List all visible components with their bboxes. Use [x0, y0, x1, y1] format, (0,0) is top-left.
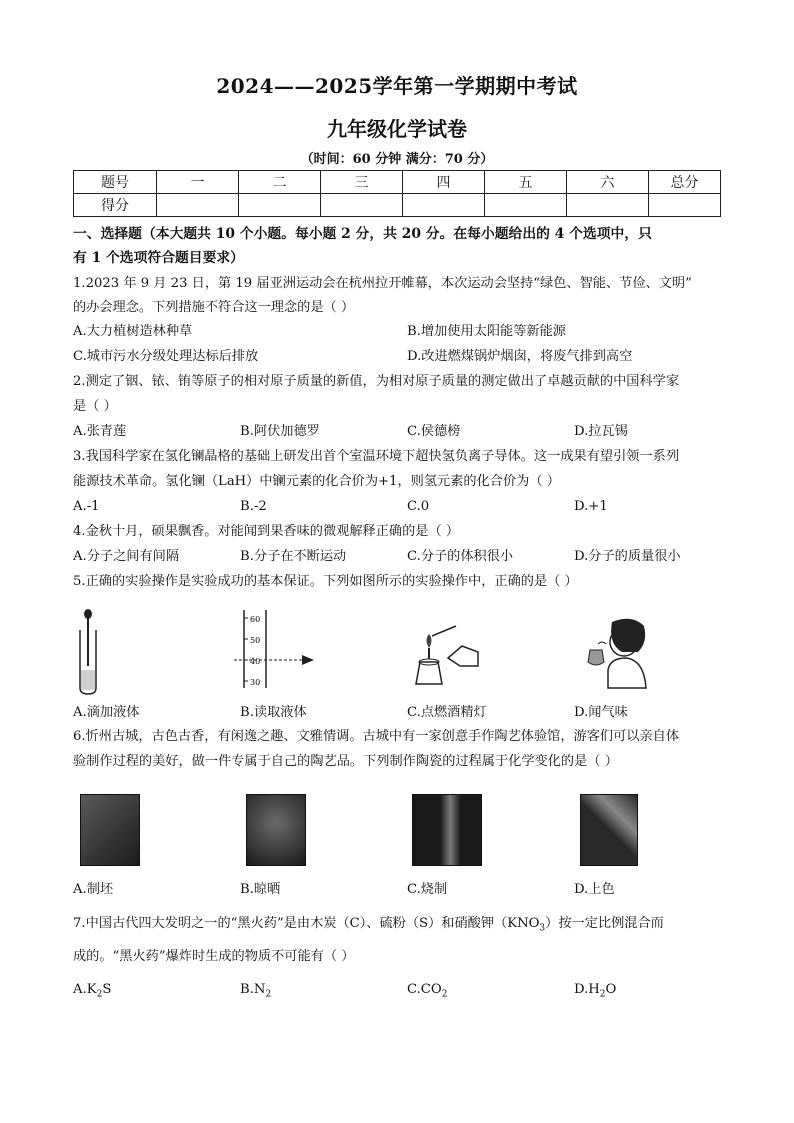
- option-d: $D.H_2O$: [574, 982, 617, 1000]
- option-a: A.分子之间有间隔: [73, 549, 180, 564]
- option-d: D.+1: [574, 499, 608, 514]
- option-c: C.侯德榜: [407, 424, 461, 439]
- score-input-cell[interactable]: [321, 194, 403, 217]
- option-d: D.上色: [574, 882, 615, 897]
- question-text: 是（ ）: [73, 399, 117, 414]
- score-cell: 三: [321, 171, 403, 194]
- smelling-gas-figure: [578, 614, 650, 690]
- graduated-cylinder-figure: [232, 608, 322, 690]
- option-b: B.增加使用太阳能等新能源: [407, 324, 566, 339]
- scale-label: 30: [250, 678, 261, 687]
- score-input-cell[interactable]: [403, 194, 485, 217]
- exam-info: （时间：60 分钟 满分：70 分）: [300, 152, 494, 167]
- question-text: 能源技术革命。氢化镧（LaH）中镧元素的化合价为+1，则氢元素的化合价为（ ）: [73, 474, 560, 489]
- option-c: $C.CO_2$: [407, 982, 448, 1000]
- question-text: 2.测定了铟、铱、铕等原子的相对原子质量的新值，为相对原子质量的测定做出了卓越贡献的中国科学家: [73, 374, 680, 389]
- question-text: 1.2023 年 9 月 23 日，第 19 届亚洲运动会在杭州拉开帷幕，本次运动会坚持“绿色、智能、节俭、文明”: [73, 276, 692, 291]
- score-cell: 四: [403, 171, 485, 194]
- option-c: C.烧制: [407, 882, 448, 897]
- option-a: A.-1: [73, 499, 100, 514]
- scale-label: 60: [250, 615, 261, 624]
- question-text: 的办会理念。下列措施不符合这一理念的是（ ）: [73, 300, 355, 315]
- option-d: D.拉瓦锡: [574, 424, 628, 439]
- option-a: A.大力植树造林种草: [73, 324, 193, 339]
- option-c: C.分子的体积很小: [407, 549, 514, 564]
- pottery-shaping-photo: [80, 794, 140, 866]
- score-input-cell[interactable]: [649, 194, 721, 217]
- section-heading: 一、选择题（本大题共 10 个小题。每小题 2 分，共 20 分。在每小题给出的 4 个选项中，只: [73, 226, 652, 242]
- option-b: B.读取液体: [240, 705, 307, 720]
- scale-label: 50: [250, 636, 261, 645]
- option-d: D.闻气味: [574, 705, 628, 720]
- option-c: C.0: [407, 499, 430, 514]
- question-text: 6.忻州古城，古色古香，有闲逸之趣、文雅情调。古城中有一家创意手作陶艺体验馆，游客们可以亲自体: [73, 729, 680, 744]
- score-cell: 六: [567, 171, 649, 194]
- section-heading: 有 1 个选项符合题目要求）: [73, 250, 244, 266]
- question-text: 5.正确的实验操作是实验成功的基本保证。下列如图所示的实验操作中，正确的是（ ）: [73, 574, 578, 589]
- option-d: D.改进燃煤锅炉烟囱，将废气排到高空: [407, 349, 633, 364]
- option-b: B.分子在不断运动: [240, 549, 347, 564]
- score-cell: 总分: [649, 171, 721, 194]
- option-a: A.张青莲: [73, 424, 127, 439]
- option-b: $B.N_2$: [240, 982, 272, 1000]
- option-a: $A.K_2S$: [73, 982, 112, 1000]
- option-d: D.分子的质量很小: [574, 549, 681, 564]
- pottery-drying-photo: [246, 794, 306, 866]
- option-b: B.-2: [240, 499, 267, 514]
- option-b: B.阿伏加德罗: [240, 424, 320, 439]
- score-cell: 一: [157, 171, 239, 194]
- option-c: C.点燃酒精灯: [407, 705, 487, 720]
- question-text: 4.金秋十月，硕果飘香。对能闻到果香味的微观解释正确的是（ ）: [73, 524, 460, 539]
- question-text: 3.我国科学家在氢化镧晶格的基础上研发出首个室温环境下超快氢负离子导体。这一成果有望引领一系列: [73, 449, 680, 464]
- score-cell: 题号: [74, 171, 157, 194]
- score-input-cell[interactable]: [157, 194, 239, 217]
- question-text: 成的。“黑火药”爆炸时生成的物质不可能有（ ）: [73, 949, 355, 964]
- score-input-cell[interactable]: [485, 194, 567, 217]
- exam-title: 2024——2025学年第一学期期中考试: [216, 74, 578, 98]
- pottery-firing-photo: [412, 794, 482, 866]
- score-input-cell[interactable]: [567, 194, 649, 217]
- score-cell: 五: [485, 171, 567, 194]
- option-a: A.滴加液体: [73, 705, 140, 720]
- dropper-test-tube-figure: [70, 608, 110, 696]
- score-table-score-row: [74, 194, 721, 217]
- option-c: C.城市污水分级处理达标后排放: [73, 349, 259, 364]
- exam-subtitle: 九年级化学试卷: [327, 117, 467, 141]
- option-b: B.晾晒: [240, 882, 281, 897]
- question-text: 7.中国古代四大发明之一的“黑火药”是由木炭（C）、硫粉（S）和硝酸钾$(KNO_3)$按一定比例混合而: [73, 916, 664, 934]
- pottery-coloring-photo: [580, 794, 638, 866]
- option-a: A.制坯: [73, 882, 114, 897]
- scale-label: 40: [250, 657, 261, 666]
- score-input-cell[interactable]: [239, 194, 321, 217]
- question-text: 验制作过程的美好，做一件专属于自己的陶艺品。下列制作陶瓷的过程属于化学变化的是（ ）: [73, 754, 618, 769]
- score-table: [73, 170, 721, 217]
- score-cell: 二: [239, 171, 321, 194]
- score-table-header-row: [74, 171, 721, 194]
- alcohol-lamp-figure: [412, 622, 484, 688]
- score-cell: 得分: [74, 194, 157, 217]
